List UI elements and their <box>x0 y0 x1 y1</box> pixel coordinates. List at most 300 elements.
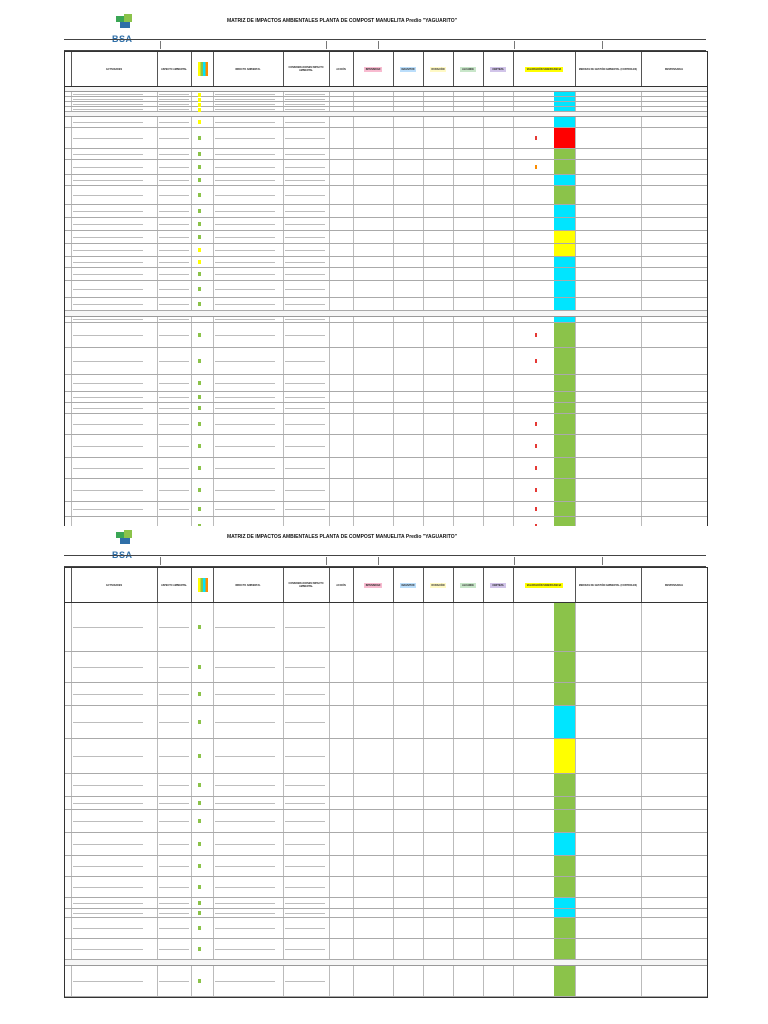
cell-divider <box>191 797 192 809</box>
cell-text-line <box>159 99 189 100</box>
cell-divider <box>641 160 642 174</box>
cell-divider <box>353 175 354 185</box>
cell-text-line <box>73 319 143 320</box>
cell-divider <box>423 833 424 855</box>
cell-text-line <box>215 949 275 950</box>
factor-swatch <box>198 272 201 276</box>
cell-divider <box>423 898 424 908</box>
col-valoracion-label: VALORACIÓN SIGNIFICANCIA <box>526 583 562 587</box>
cell-divider <box>513 403 514 413</box>
cell-divider <box>483 128 484 148</box>
trend-arrow-icon <box>535 422 537 426</box>
cell-divider <box>283 774 284 796</box>
significance-cell <box>554 348 575 374</box>
significance-cell <box>554 244 575 256</box>
cell-divider <box>641 92 642 96</box>
cell-divider <box>513 107 514 111</box>
matrix-page-2 <box>62 526 708 1019</box>
cell-divider <box>393 414 394 434</box>
impact-matrix-table <box>64 567 708 998</box>
cell-divider <box>213 323 214 347</box>
col-aspecto: ASPECTO AMBIENTAL <box>157 52 192 86</box>
col-factor <box>191 52 214 86</box>
factor-swatch <box>198 754 201 758</box>
cell-text-line <box>215 104 275 105</box>
cell-divider <box>191 317 192 322</box>
cell-divider <box>453 683 454 705</box>
cell-divider <box>71 603 72 651</box>
col-certeza-label: CERTEZA <box>492 583 504 587</box>
cell-divider <box>191 323 192 347</box>
cell-divider <box>483 375 484 391</box>
cell-text-line <box>73 138 143 139</box>
cell-divider <box>329 348 330 374</box>
cell-divider <box>453 797 454 809</box>
cell-text-line <box>285 94 325 95</box>
cell-text-line <box>73 949 143 950</box>
cell-divider <box>157 107 158 111</box>
cell-divider <box>213 392 214 402</box>
cell-divider <box>393 683 394 705</box>
cell-divider <box>329 231 330 243</box>
cell-text-line <box>215 408 275 409</box>
cell-text-line <box>285 490 325 491</box>
cell-text-line <box>159 138 189 139</box>
cell-divider <box>453 218 454 230</box>
bsa-logo-icon <box>110 530 140 550</box>
cell-divider <box>353 128 354 148</box>
cell-divider <box>575 414 576 434</box>
cell-divider <box>71 160 72 174</box>
cell-text-line <box>73 94 143 95</box>
significance-cell <box>554 603 575 651</box>
cell-divider <box>575 317 576 322</box>
cell-text-line <box>73 289 143 290</box>
factor-swatch <box>198 625 201 629</box>
table-body <box>65 87 707 580</box>
cell-divider <box>191 375 192 391</box>
cell-divider <box>483 231 484 243</box>
factor-swatch <box>198 395 201 399</box>
significance-cell <box>554 281 575 297</box>
cell-divider <box>513 833 514 855</box>
cell-text-line <box>215 237 275 238</box>
cell-divider <box>423 877 424 897</box>
cell-divider <box>513 909 514 917</box>
cell-divider <box>453 909 454 917</box>
significance-cell <box>554 435 575 457</box>
cell-divider <box>513 966 514 996</box>
cell-divider <box>423 128 424 148</box>
significance-cell <box>554 392 575 402</box>
cell-text-line <box>215 335 275 336</box>
significance-cell <box>554 218 575 230</box>
cell-text-line <box>215 94 275 95</box>
cell-divider <box>329 810 330 832</box>
cell-divider <box>71 298 72 310</box>
cell-text-line <box>159 821 189 822</box>
col-consideraciones: CONSIDERACIONES IMPACTO AMBIENTAL <box>283 52 330 86</box>
significance-cell <box>554 231 575 243</box>
cell-divider <box>575 348 576 374</box>
cell-text-line <box>73 262 143 263</box>
cell-divider <box>329 877 330 897</box>
table-row <box>65 810 707 833</box>
cell-divider <box>353 186 354 204</box>
cell-divider <box>213 257 214 267</box>
cell-divider <box>423 268 424 280</box>
cell-divider <box>575 502 576 516</box>
cell-divider <box>353 966 354 996</box>
col-factor <box>191 568 214 602</box>
cell-divider <box>453 739 454 773</box>
cell-divider <box>329 652 330 682</box>
cell-divider <box>513 458 514 478</box>
cell-divider <box>393 268 394 280</box>
significance-cell <box>554 797 575 809</box>
cell-divider <box>641 706 642 738</box>
cell-divider <box>329 502 330 516</box>
significance-cell <box>554 939 575 959</box>
cell-text-line <box>285 949 325 950</box>
col-certeza-label: CERTEZA <box>492 67 504 71</box>
cell-text-line <box>215 195 275 196</box>
cell-divider <box>393 833 394 855</box>
cell-divider <box>423 117 424 127</box>
cell-divider <box>329 244 330 256</box>
cell-text-line <box>215 844 275 845</box>
col-actividades: ACTIVIDADES <box>71 52 158 86</box>
matrix-page-1 <box>62 10 708 503</box>
cell-divider <box>393 102 394 106</box>
cell-divider <box>329 909 330 917</box>
cell-divider <box>71 348 72 374</box>
cell-divider <box>393 128 394 148</box>
factor-swatch <box>198 842 201 846</box>
cell-divider <box>641 966 642 996</box>
cell-divider <box>71 281 72 297</box>
cell-divider <box>353 348 354 374</box>
cell-divider <box>423 175 424 185</box>
cell-divider <box>191 186 192 204</box>
cell-divider <box>157 739 158 773</box>
cell-divider <box>423 479 424 501</box>
cell-divider <box>191 257 192 267</box>
table-row <box>65 502 707 517</box>
cell-divider <box>329 392 330 402</box>
cell-divider <box>513 128 514 148</box>
cell-divider <box>483 317 484 322</box>
cell-divider <box>157 281 158 297</box>
cell-divider <box>71 403 72 413</box>
cell-divider <box>71 231 72 243</box>
cell-divider <box>283 186 284 204</box>
cell-text-line <box>215 887 275 888</box>
cell-divider <box>483 833 484 855</box>
factor-swatch <box>198 287 201 291</box>
significance-cell <box>554 414 575 434</box>
col-accion: ACCIÓN <box>329 568 354 602</box>
cell-divider <box>213 683 214 705</box>
cell-divider <box>453 774 454 796</box>
cell-divider <box>393 231 394 243</box>
cell-divider <box>283 502 284 516</box>
cell-divider <box>157 458 158 478</box>
col-intensidad-label: INTENSIDAD <box>365 583 381 587</box>
cell-divider <box>71 877 72 897</box>
cell-divider <box>483 683 484 705</box>
cell-divider <box>71 458 72 478</box>
cell-divider <box>393 797 394 809</box>
cell-divider <box>641 323 642 347</box>
cell-divider <box>213 375 214 391</box>
cell-divider <box>483 298 484 310</box>
table-row <box>65 186 707 205</box>
cell-divider <box>213 281 214 297</box>
table-row <box>65 856 707 877</box>
cell-divider <box>641 392 642 402</box>
cell-text-line <box>215 803 275 804</box>
cell-divider <box>157 502 158 516</box>
cell-divider <box>513 268 514 280</box>
cell-divider <box>641 856 642 876</box>
cell-divider <box>191 774 192 796</box>
cell-text-line <box>215 446 275 447</box>
cell-divider <box>191 706 192 738</box>
cell-text-line <box>215 490 275 491</box>
cell-divider <box>329 102 330 106</box>
significance-cell <box>554 323 575 347</box>
cell-divider <box>483 348 484 374</box>
cell-divider <box>329 375 330 391</box>
col-actividades: ACTIVIDADES <box>71 568 158 602</box>
cell-divider <box>575 128 576 148</box>
cell-divider <box>71 774 72 796</box>
cell-divider <box>213 966 214 996</box>
cell-divider <box>423 317 424 322</box>
cell-divider <box>453 458 454 478</box>
cell-divider <box>423 149 424 159</box>
cell-divider <box>353 160 354 174</box>
cell-text-line <box>73 913 143 914</box>
cell-text-line <box>73 304 143 305</box>
cell-divider <box>513 898 514 908</box>
cell-divider <box>483 117 484 127</box>
cell-divider <box>157 833 158 855</box>
factor-swatch <box>198 136 201 140</box>
cell-divider <box>641 348 642 374</box>
cell-text-line <box>159 785 189 786</box>
cell-divider <box>483 414 484 434</box>
cell-divider <box>329 218 330 230</box>
cell-divider <box>575 458 576 478</box>
significance-cell <box>554 186 575 204</box>
factor-swatch <box>198 819 201 823</box>
cell-text-line <box>285 335 325 336</box>
cell-text-line <box>215 109 275 110</box>
factor-swatch <box>198 979 201 983</box>
cell-divider <box>213 833 214 855</box>
factor-swatch <box>198 235 201 239</box>
cell-divider <box>513 97 514 101</box>
cell-divider <box>191 128 192 148</box>
cell-divider <box>353 205 354 217</box>
cell-text-line <box>285 211 325 212</box>
table-row <box>65 652 707 683</box>
cell-text-line <box>215 903 275 904</box>
cell-divider <box>423 160 424 174</box>
cell-text-line <box>159 167 189 168</box>
cell-divider <box>423 403 424 413</box>
cell-divider <box>353 939 354 959</box>
cell-divider <box>453 186 454 204</box>
cell-divider <box>353 218 354 230</box>
cell-divider <box>157 403 158 413</box>
cell-divider <box>329 298 330 310</box>
cell-divider <box>353 281 354 297</box>
table-row <box>65 231 707 244</box>
cell-divider <box>423 683 424 705</box>
cell-text-line <box>285 397 325 398</box>
cell-text-line <box>159 408 189 409</box>
factor-swatch <box>198 911 201 915</box>
cell-text-line <box>285 866 325 867</box>
cell-divider <box>157 317 158 322</box>
cell-text-line <box>73 509 143 510</box>
cell-divider <box>483 392 484 402</box>
trend-arrow-icon <box>535 444 537 448</box>
cell-divider <box>353 683 354 705</box>
cell-divider <box>71 739 72 773</box>
col-alcance <box>453 568 484 602</box>
cell-divider <box>641 810 642 832</box>
cell-divider <box>213 348 214 374</box>
cell-text-line <box>285 289 325 290</box>
cell-divider <box>393 909 394 917</box>
cell-divider <box>575 898 576 908</box>
cell-divider <box>513 603 514 651</box>
cell-divider <box>157 810 158 832</box>
cell-text-line <box>285 408 325 409</box>
significance-cell <box>554 175 575 185</box>
cell-divider <box>513 244 514 256</box>
cell-divider <box>329 856 330 876</box>
cell-text-line <box>73 335 143 336</box>
cell-divider <box>71 797 72 809</box>
factor-color-swatches <box>191 568 213 602</box>
cell-divider <box>353 652 354 682</box>
cell-divider <box>513 281 514 297</box>
cell-divider <box>157 257 158 267</box>
cell-divider <box>213 218 214 230</box>
cell-divider <box>513 739 514 773</box>
cell-divider <box>483 186 484 204</box>
cell-divider <box>575 268 576 280</box>
cell-divider <box>483 918 484 938</box>
cell-divider <box>283 856 284 876</box>
cell-text-line <box>159 446 189 447</box>
cell-divider <box>423 281 424 297</box>
cell-divider <box>353 149 354 159</box>
cell-divider <box>393 603 394 651</box>
significance-cell <box>554 739 575 773</box>
cell-text-line <box>73 903 143 904</box>
cell-divider <box>353 392 354 402</box>
cell-divider <box>283 403 284 413</box>
factor-swatch <box>198 947 201 951</box>
cell-divider <box>213 479 214 501</box>
cell-divider <box>641 107 642 111</box>
cell-text-line <box>73 722 143 723</box>
cell-divider <box>483 257 484 267</box>
cell-text-line <box>73 981 143 982</box>
cell-divider <box>483 92 484 96</box>
cell-divider <box>513 918 514 938</box>
cell-divider <box>641 175 642 185</box>
cell-text-line <box>73 887 143 888</box>
cell-divider <box>71 149 72 159</box>
cell-divider <box>213 774 214 796</box>
cell-divider <box>213 186 214 204</box>
cell-divider <box>513 877 514 897</box>
cell-divider <box>393 149 394 159</box>
bsa-logo-icon <box>110 14 140 34</box>
cell-divider <box>483 435 484 457</box>
cell-divider <box>353 774 354 796</box>
cell-divider <box>453 435 454 457</box>
cell-text-line <box>73 397 143 398</box>
cell-divider <box>483 107 484 111</box>
significance-cell <box>554 898 575 908</box>
cell-divider <box>71 102 72 106</box>
cell-divider <box>641 268 642 280</box>
cell-divider <box>513 479 514 501</box>
significance-cell <box>554 909 575 917</box>
cell-divider <box>575 739 576 773</box>
cell-divider <box>191 909 192 917</box>
cell-divider <box>71 218 72 230</box>
table-row <box>65 774 707 797</box>
cell-text-line <box>159 361 189 362</box>
cell-text-line <box>215 756 275 757</box>
cell-text-line <box>285 424 325 425</box>
cell-divider <box>213 856 214 876</box>
cell-text-line <box>215 468 275 469</box>
cell-text-line <box>159 289 189 290</box>
factor-swatch <box>198 488 201 492</box>
cell-divider <box>453 898 454 908</box>
cell-text-line <box>73 928 143 929</box>
cell-divider <box>393 175 394 185</box>
cell-divider <box>283 706 284 738</box>
cell-divider <box>157 392 158 402</box>
cell-divider <box>157 898 158 908</box>
cell-text-line <box>159 667 189 668</box>
cell-divider <box>575 939 576 959</box>
cell-divider <box>453 107 454 111</box>
factor-swatch <box>198 120 201 124</box>
cell-divider <box>453 97 454 101</box>
cell-text-line <box>215 289 275 290</box>
cell-text-line <box>285 180 325 181</box>
cell-text-line <box>73 667 143 668</box>
cell-text-line <box>159 104 189 105</box>
cell-text-line <box>285 224 325 225</box>
cell-text-line <box>159 928 189 929</box>
cell-divider <box>393 97 394 101</box>
table-row <box>65 149 707 160</box>
cell-divider <box>283 683 284 705</box>
